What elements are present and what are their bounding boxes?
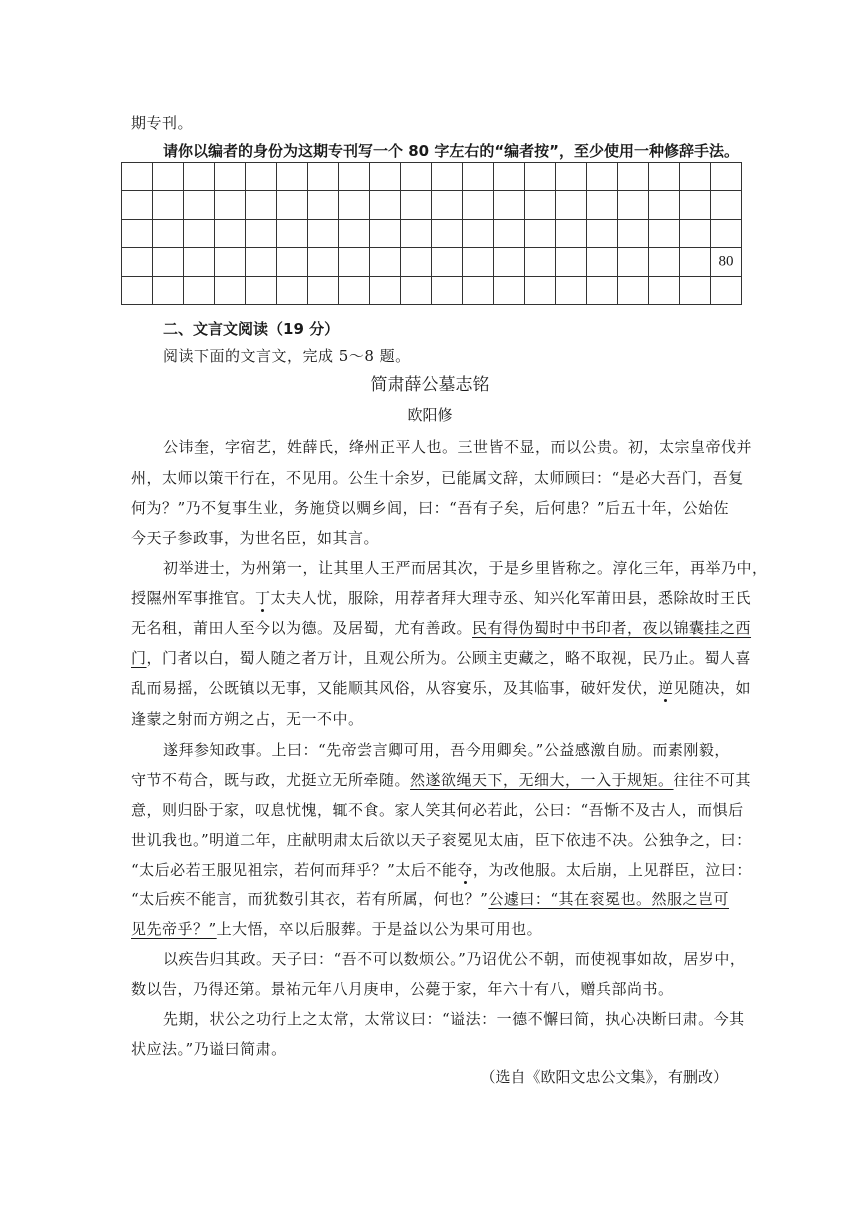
grid-cell[interactable] xyxy=(184,277,215,305)
underlined-sentence-3a: 公遽曰：“其在衮冕也。然服之岂可 xyxy=(488,890,730,908)
p2-line-4 xyxy=(131,648,752,668)
p2-line-6: 逢蒙之射而方朔之占，无一不中。 xyxy=(131,710,364,728)
grid-cell[interactable] xyxy=(370,191,401,219)
grid-cell[interactable] xyxy=(556,220,587,248)
grid-cell[interactable] xyxy=(618,248,649,276)
grid-cell[interactable] xyxy=(153,191,184,219)
grid-cell[interactable] xyxy=(494,277,525,305)
grid-cell[interactable] xyxy=(277,191,308,219)
answer-grid[interactable] xyxy=(121,162,742,305)
p1-line-3: 何为？”乃不复事生业，务施贷以赒乡闾，曰：“吾有子矣，后何患？”后五十年，公始佐 xyxy=(131,499,730,517)
grid-cell[interactable] xyxy=(308,163,339,191)
reading-instruction: 阅读下面的文言文，完成 5～8 题。 xyxy=(163,347,411,365)
p3-line-2-b: 往往不可其 xyxy=(673,771,752,789)
grid-cell[interactable] xyxy=(432,277,463,305)
grid-cell[interactable] xyxy=(587,163,618,191)
grid-cell[interactable] xyxy=(308,191,339,219)
essay-title: 简肃薛公墓志铭 xyxy=(370,375,490,395)
grid-cell[interactable] xyxy=(556,191,587,219)
grid-cell[interactable] xyxy=(401,191,432,219)
grid-cell[interactable] xyxy=(401,163,432,191)
p2-line-3-a: 无名租，莆田人至今以为德。及居蜀，尤有善政。 xyxy=(131,619,473,637)
p1-line-2: 州，太师以策干行在，不见用。公生十余岁，已能属文辞，太师顾曰：“是必大吾门，吾复 xyxy=(131,469,744,487)
source-note: （选自《欧阳文忠公文集》，有删改） xyxy=(480,1068,728,1086)
grid-cell[interactable] xyxy=(153,248,184,276)
p3-line-7-a: 上大悟，卒以后服葬。于是益以公为果可用也。 xyxy=(216,920,543,938)
grid-cell[interactable] xyxy=(246,163,277,191)
grid-cell[interactable] xyxy=(494,248,525,276)
p3-line-3: 意，则归卧于家，叹息忧愧，辄不食。家人笑其何必若此，公曰：“吾惭不及古人，而惧后 xyxy=(131,801,744,819)
grid-cell[interactable] xyxy=(370,248,401,276)
p5-line-2: 状应法。”乃谥曰简肃。 xyxy=(131,1040,287,1058)
grid-cell[interactable] xyxy=(587,277,618,305)
grid-cell[interactable] xyxy=(401,277,432,305)
grid-cell[interactable] xyxy=(432,220,463,248)
grid-cell[interactable] xyxy=(463,277,494,305)
grid-cell[interactable] xyxy=(401,220,432,248)
grid-cell[interactable] xyxy=(277,277,308,305)
grid-cell[interactable] xyxy=(463,220,494,248)
dotted-char-duo: 夺 xyxy=(457,861,473,879)
p3-line-5-b: ，为改他服。太后崩，上见群臣，泣曰： xyxy=(472,861,752,879)
grid-cell[interactable] xyxy=(649,248,680,276)
p2-line-2-b: 太夫人忧，服除，用荐者拜大理寺丞、知兴化军莆田县，悉除故时王氏 xyxy=(270,589,752,607)
p2-line-5-a: 乱而易摇，公既镇以无事，又能顺其风俗，从容宴乐，及其临事，破奸发伏， xyxy=(131,679,659,697)
grid-cell[interactable] xyxy=(215,220,246,248)
p3-line-4: 世讥我也。”明道二年，庄献明肃太后欲以天子衮冕见太庙，臣下依违不决。公独争之，曰： xyxy=(131,831,752,849)
grid-cell[interactable] xyxy=(618,220,649,248)
grid-cell[interactable] xyxy=(649,277,680,305)
underlined-sentence-1b: 门 xyxy=(131,649,147,667)
grid-cell[interactable] xyxy=(246,220,277,248)
grid-cell[interactable] xyxy=(711,191,742,219)
grid-cell[interactable] xyxy=(184,191,215,219)
grid-cell[interactable] xyxy=(122,248,153,276)
grid-cell[interactable] xyxy=(339,277,370,305)
grid-cell[interactable] xyxy=(494,220,525,248)
p1-line-1: 公讳奎，字宿艺，姓薛氏，绛州正平人也。三世皆不显，而以公贵。初，太宗皇帝伐并 xyxy=(163,438,753,456)
p3-line-6-a: “太后疾不能言，而犹数引其衣，若有所属，何也？” xyxy=(131,890,489,908)
grid-cell[interactable] xyxy=(215,248,246,276)
grid-cell[interactable] xyxy=(525,220,556,248)
grid-cell[interactable] xyxy=(649,191,680,219)
grid-cell[interactable] xyxy=(432,163,463,191)
grid-cell[interactable] xyxy=(339,248,370,276)
grid-cell[interactable] xyxy=(525,277,556,305)
grid-cell[interactable] xyxy=(122,220,153,248)
grid-cell[interactable] xyxy=(308,220,339,248)
grid-cell[interactable] xyxy=(494,191,525,219)
p4-line-1: 以疾告归其政。天子曰：“吾不可以数烦公。”乃诏优公不朝，而使视事如故，居岁中， xyxy=(163,950,746,968)
grid-cell[interactable] xyxy=(277,220,308,248)
grid-cell[interactable] xyxy=(215,191,246,219)
grid-cell[interactable] xyxy=(587,248,618,276)
grid-cell[interactable] xyxy=(153,220,184,248)
p3-line-7 xyxy=(131,919,731,939)
grid-cell[interactable] xyxy=(556,163,587,191)
p3-line-2-a: 守节不苟合，既与政，尤挺立无所牵随。 xyxy=(131,771,411,789)
grid-cell[interactable] xyxy=(308,277,339,305)
grid-cell[interactable] xyxy=(184,220,215,248)
dotted-char-ding: 丁 xyxy=(255,589,271,607)
grid-cell[interactable] xyxy=(122,277,153,305)
grid-cell[interactable] xyxy=(277,163,308,191)
grid-cell[interactable] xyxy=(680,248,711,276)
writing-instruction: 请你以编者的身份为这期专刊写一个 80 字左右的“编者按”，至少使用一种修辞手法。 xyxy=(163,142,740,160)
grid-cell[interactable] xyxy=(680,220,711,248)
grid-cell[interactable] xyxy=(494,163,525,191)
grid-cell[interactable] xyxy=(463,163,494,191)
grid-cell[interactable] xyxy=(153,277,184,305)
section-heading: 二、文言文阅读（19 分） xyxy=(163,320,340,338)
grid-cell[interactable] xyxy=(370,277,401,305)
grid-cell[interactable] xyxy=(711,277,742,305)
underlined-sentence-1a: 民有得伪蜀时中书印者，夜以锦囊挂之西 xyxy=(472,619,752,637)
p2-line-2-a: 授隰州军事推官。 xyxy=(131,589,256,607)
grid-cell[interactable] xyxy=(432,191,463,219)
grid-cell[interactable] xyxy=(649,220,680,248)
grid-cell[interactable] xyxy=(525,191,556,219)
grid-cell[interactable] xyxy=(153,163,184,191)
grid-cell[interactable] xyxy=(680,163,711,191)
grid-cell[interactable] xyxy=(463,191,494,219)
grid-cell[interactable] xyxy=(680,277,711,305)
grid-cell[interactable] xyxy=(308,248,339,276)
underlined-sentence-3b: 见先帝乎？” xyxy=(131,920,217,938)
p3-line-1: 遂拜参知政事。上曰：“先帝尝言卿可用，吾今用卿矣。”公益感激自励。而素刚毅， xyxy=(163,741,730,759)
grid-cell[interactable] xyxy=(122,163,153,191)
grid-cell[interactable] xyxy=(215,163,246,191)
grid-cell[interactable] xyxy=(711,163,742,191)
p2-line-2 xyxy=(131,588,752,608)
grid-cell[interactable] xyxy=(618,163,649,191)
underlined-sentence-2: 然遂欲绳天下，无细大，一入于规矩。 xyxy=(410,771,674,789)
p5-line-1: 先期，状公之功行上之太常，太常议曰：“谥法：一德不懈曰简，执心决断曰肃。今其 xyxy=(163,1010,745,1028)
grid-cell[interactable] xyxy=(401,248,432,276)
grid-cell[interactable] xyxy=(246,191,277,219)
grid-cell[interactable] xyxy=(587,220,618,248)
grid-cell[interactable] xyxy=(525,248,556,276)
p3-line-5 xyxy=(131,860,752,880)
grid-cell[interactable] xyxy=(122,191,153,219)
grid-cell[interactable] xyxy=(556,277,587,305)
word-count-marker: 80 xyxy=(718,253,734,270)
grid-cell[interactable] xyxy=(370,163,401,191)
p3-line-6 xyxy=(131,889,731,909)
grid-cell[interactable] xyxy=(246,277,277,305)
dotted-char-ni: 逆 xyxy=(658,679,674,697)
grid-cell[interactable] xyxy=(432,248,463,276)
top-fragment: 期专刊。 xyxy=(131,114,194,132)
grid-cell[interactable] xyxy=(649,163,680,191)
p2-line-3 xyxy=(131,618,752,638)
p3-line-5-a: “太后必若王服见祖宗，若何而拜乎？”太后不能 xyxy=(131,861,458,879)
p3-line-2 xyxy=(131,770,752,790)
grid-cell[interactable] xyxy=(339,220,370,248)
grid-cell[interactable] xyxy=(370,220,401,248)
p2-line-5-b: 见随决，如 xyxy=(673,679,752,697)
grid-cell[interactable] xyxy=(246,248,277,276)
grid-cell[interactable] xyxy=(618,277,649,305)
grid-cell[interactable] xyxy=(587,191,618,219)
p2-line-5 xyxy=(131,678,752,698)
p4-line-2: 数以告，乃得还第。景祐元年八月庚申，公薨于家，年六十有八，赠兵部尚书。 xyxy=(131,980,674,998)
grid-cell[interactable] xyxy=(215,277,246,305)
grid-cell[interactable] xyxy=(525,163,556,191)
grid-cell[interactable] xyxy=(680,191,711,219)
p2-line-1: 初举进士，为州第一，让其里人王严而居其次，于是乡里皆称之。淳化三年，再举乃中， xyxy=(163,559,768,577)
grid-cell[interactable] xyxy=(184,248,215,276)
grid-cell[interactable] xyxy=(184,163,215,191)
grid-cell[interactable] xyxy=(277,248,308,276)
grid-cell[interactable] xyxy=(463,248,494,276)
grid-cell[interactable] xyxy=(556,248,587,276)
grid-cell[interactable] xyxy=(711,248,742,276)
p1-line-4: 今天子参政事，为世名臣，如其言。 xyxy=(131,529,380,547)
grid-cell[interactable] xyxy=(711,220,742,248)
p2-line-4-a: ，门者以白，蜀人随之者万计，且观公所为。公顾主吏藏之，略不取视，民乃止。蜀人喜 xyxy=(146,649,752,667)
grid-cell[interactable] xyxy=(339,163,370,191)
grid-cell[interactable] xyxy=(618,191,649,219)
grid-cell[interactable] xyxy=(339,191,370,219)
essay-author: 欧阳修 xyxy=(407,406,453,424)
